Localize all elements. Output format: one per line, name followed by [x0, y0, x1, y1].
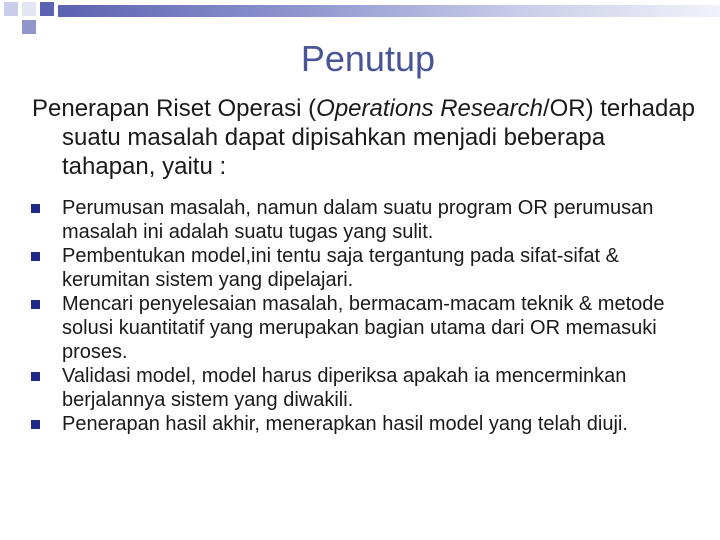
- list-item-text: Pembentukan model,ini tentu saja tergantung pada sifat-sifat & kerumitan sistem yang dipelajari.: [62, 245, 620, 291]
- square-bullet-icon: [31, 420, 40, 429]
- square-bullet-icon: [31, 300, 40, 309]
- list-item: [30, 196, 695, 244]
- list-item-text: Perumusan masalah, namun dalam suatu program OR perumusan masalah ini adalah suatu tugas yang sulit.: [62, 197, 654, 243]
- intro-paragraph: [32, 94, 702, 181]
- intro-suffix: /OR) terhadap suatu masalah dapat dipisahkan menjadi beberapa tahapan, yaitu :: [62, 95, 696, 180]
- header-gradient-bar: [58, 5, 720, 17]
- list-item-text: Penerapan hasil akhir, menerapkan hasil model yang telah diuji.: [62, 413, 628, 435]
- list-item-text: Validasi model, model harus diperiksa apakah ia mencerminkan berjalannya sistem yang diwakili.: [62, 365, 627, 411]
- square-bullet-icon: [31, 252, 40, 261]
- square-bullet-icon: [31, 204, 40, 213]
- list-item: [30, 244, 695, 292]
- decor-square: [40, 2, 54, 16]
- list-item: [30, 364, 695, 412]
- bullet-list: [30, 196, 695, 436]
- decor-square: [22, 2, 36, 16]
- intro-italic-term: Operations Research: [316, 95, 543, 122]
- list-item: [30, 412, 695, 436]
- list-item: [30, 292, 695, 364]
- decor-square: [4, 2, 18, 16]
- intro-prefix: Penerapan Riset Operasi (: [32, 95, 317, 122]
- list-item-text: Mencari penyelesaian masalah, bermacam-macam teknik & metode solusi kuantitatif yang merupakan bagian utama dari OR memasuki proses.: [62, 293, 665, 363]
- slide-title: Penutup: [300, 38, 435, 79]
- decor-square: [22, 20, 36, 34]
- square-bullet-icon: [31, 372, 40, 381]
